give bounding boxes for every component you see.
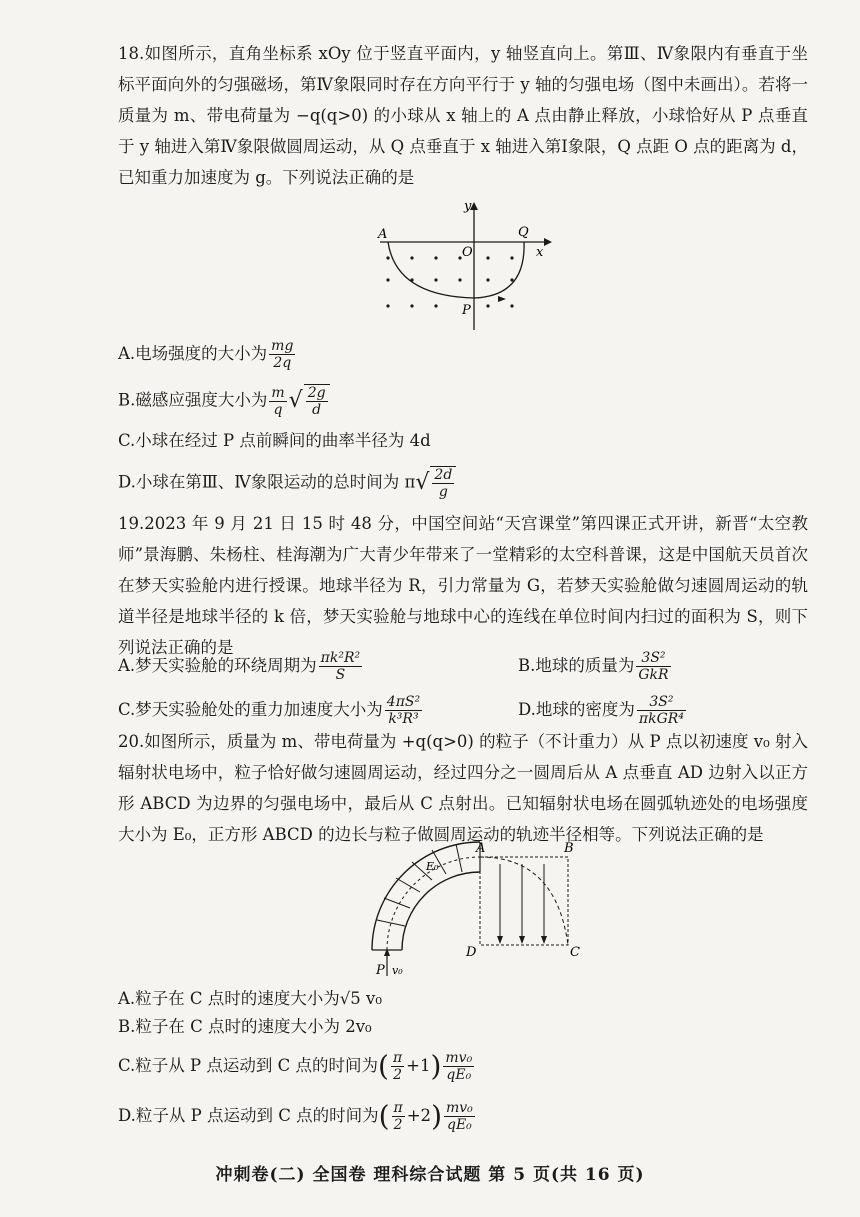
x-axis-arrow [544, 238, 552, 246]
label-D: D [466, 945, 477, 960]
label-E0: E₀ [426, 860, 439, 873]
q18-option-b: B.磁感应强度大小为 $\frac{m}{q}$ √ $\frac{2g}{d}$ [118, 384, 330, 418]
q19-option-d: D.地球的密度为 $\frac{\text{3S²}}{\text{πkGR⁴}}$ [518, 694, 684, 727]
q19-option-a: A.梦天实验舱的环绕周期为 $\frac{\text{πk²R²}}{S}$ [118, 650, 361, 683]
entry-arrowhead [384, 948, 390, 956]
q18-option-d: D.小球在第Ⅲ、Ⅳ象限运动的总时间为 π√ $\frac{2d}{g}$ [118, 466, 456, 500]
question-19-stem: 19.2023 年 9 月 21 日 15 时 48 分，中国空间站“天宫课堂”第四课正式开讲，新晋“太空教师”景海鹏、朱杨柱、桂海潮为广大青少年带来了一堂精彩的太空科普课，这是中国航天员首次在梦天实验舱内进行授课。地球半径为 R，引力常量为 G，若梦天实验舱做匀速圆周运动的轨道半径是地球半径的 k 倍，梦天实验舱与地球中心的连线在单位时间内扫过的面积为 S，则下列说法正确的是 [118, 514, 808, 657]
q20-option-d: D.粒子从 P 点运动到 C 点的时间为( $\frac{\pi}{2}$ +2) $\frac{\text{mv₀}}{\text{qE₀}}$ [118, 1099, 473, 1133]
magnetic-field-dots [386, 256, 513, 307]
q19-option-c: C.梦天实验舱处的重力加速度大小为 $\frac{\text{4πS²}}{\text{k³R³}}$ [118, 694, 421, 727]
question-18-stem: 18.如图所示，直角坐标系 xOy 位于竖直平面内，y 轴竖直向上。第Ⅲ、Ⅳ象限内有垂直于坐标平面向外的匀强磁场，第Ⅳ象限同时存在方向平行于 y 轴的匀强电场（图中未画出）。若将一质量为 m、带电荷量为 −q(q>0) 的小球从 x 轴上的 A 点由静止释放，小球恰好从 P 点垂直于 y 轴进入第Ⅳ象限做圆周运动，从 Q 点垂直于 x 轴进入第Ⅰ象限，Q 点距 O 点的距离为 d，已知重力加速度为 g。下列说法正确的是 [118, 44, 808, 187]
label-P: P [376, 963, 385, 978]
label-x: x [536, 245, 544, 260]
label-v0: v₀ [392, 964, 403, 977]
ball-trajectory [388, 242, 524, 298]
uniform-field-lines [500, 864, 544, 940]
q18-option-c: C.小球在经过 P 点前瞬间的曲率半径为 4d [118, 431, 431, 450]
label-O: O [462, 245, 473, 260]
page-footer: 冲刺卷(二) 全国卷 理科综合试题 第 5 页(共 16 页) [215, 1165, 645, 1185]
inner-arc [402, 872, 480, 950]
square-ABCD [480, 857, 568, 945]
q19-option-b: B.地球的质量为 $\frac{\text{3S²}}{\text{GkR}}$ [518, 650, 669, 683]
outer-arc [372, 842, 480, 950]
trajectory-arrow [498, 296, 506, 302]
label-B: B [564, 841, 574, 856]
q18-option-a: A.电场强度的大小为 $\frac{mg}{2q}$ [118, 338, 294, 371]
q20-option-b: B.粒子在 C 点时的速度大小为 2v₀ [118, 1017, 372, 1036]
label-P: P [462, 303, 471, 318]
label-Q: Q [518, 225, 529, 240]
label-A: A [378, 227, 388, 242]
question-20-stem: 20.如图所示，质量为 m、带电荷量为 +q(q>0) 的粒子（不计重力）从 P 点以初速度 v₀ 射入辐射状电场中，粒子恰好做匀速圆周运动，经过四分之一圆周后从 A 点垂直 AD 边射入以正方形 ABCD 为边界的匀强电场中，最后从 C 点射出。已知辐射状电场在圆弧轨迹处的电场强度大小为 E₀，正方形 ABCD 的边长与粒子做圆周运动的轨迹半径相等。下列说法正确的是 [118, 732, 808, 844]
particle-parabola [480, 857, 568, 945]
label-y: y [464, 199, 472, 214]
q20-figure [360, 838, 580, 980]
radial-field-lines [377, 844, 462, 926]
q18-figure [376, 196, 556, 334]
uniform-field-arrowheads [497, 936, 547, 944]
q20-option-c: C.粒子从 P 点运动到 C 点的时间为( $\frac{\pi}{2}$ +1) $\frac{\text{mv₀}}{\text{qE₀}}$ [118, 1049, 473, 1083]
label-C: C [570, 945, 580, 960]
label-A: A [476, 841, 486, 856]
q20-option-a: A.粒子在 C 点时的速度大小为√5 v₀ [118, 989, 382, 1008]
